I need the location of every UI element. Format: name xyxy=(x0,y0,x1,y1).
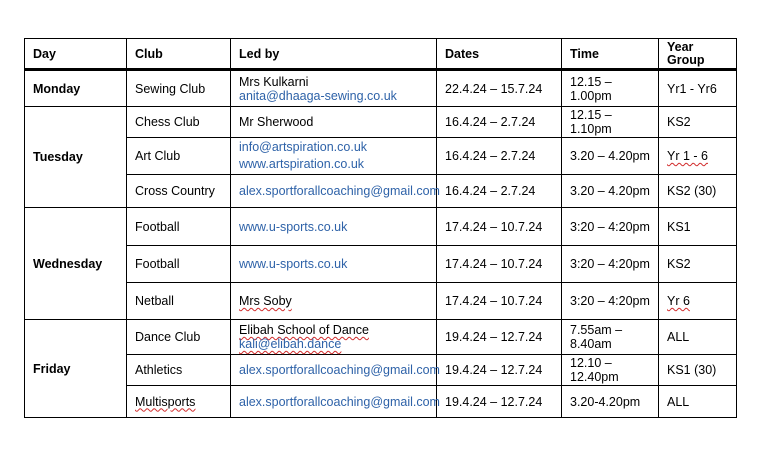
dates-cell: 17.4.24 – 10.7.24 xyxy=(437,246,562,283)
year-group-cell: KS1 xyxy=(659,208,737,246)
led-by-cell xyxy=(231,246,437,283)
led-by-cell xyxy=(231,208,437,246)
email-text: kali@elibah.dance xyxy=(239,337,342,351)
led-by-cell xyxy=(231,386,440,418)
website-link[interactable]: www.u-sports.co.uk xyxy=(239,257,348,271)
header-day: Day xyxy=(25,39,127,70)
table-row xyxy=(25,70,737,107)
email-link[interactable]: anita@dhaaga-sewing.co.uk xyxy=(239,88,397,103)
club-cell: Athletics xyxy=(127,355,231,386)
led-by-cell: Mr Sherwood xyxy=(231,107,437,138)
club-cell: Chess Club xyxy=(127,107,231,138)
header-club: Club xyxy=(127,39,231,70)
club-cell: Netball xyxy=(127,283,231,320)
header-led-by: Led by xyxy=(231,39,437,70)
year-group-cell: KS1 (30) xyxy=(659,355,737,386)
email-link[interactable]: alex.sportforallcoaching@gmail.com xyxy=(239,394,440,409)
led-by-cell xyxy=(231,70,437,107)
dates-cell: 16.4.24 – 2.7.24 xyxy=(437,138,562,175)
year-group-cell xyxy=(659,283,737,320)
clubs-table xyxy=(24,38,737,418)
day-cell-friday: Friday xyxy=(25,320,127,418)
header-dates: Dates xyxy=(437,39,562,70)
leader-name: Mrs Soby xyxy=(239,294,292,308)
day-cell-tuesday: Tuesday xyxy=(25,107,127,208)
time-cell: 3:20 – 4:20pm xyxy=(562,283,659,320)
time-cell: 12.10 – 12.40pm xyxy=(562,355,659,386)
time-cell: 12.15 – 1.00pm xyxy=(562,70,659,107)
year-group-text: Yr 6 xyxy=(667,294,690,308)
club-cell: Art Club xyxy=(127,138,231,175)
table-row xyxy=(25,246,737,283)
table-row xyxy=(25,320,737,355)
table-row xyxy=(25,138,737,175)
time-cell: 12.15 – 1.10pm xyxy=(562,107,659,138)
year-group-cell: ALL xyxy=(659,386,737,418)
email-link[interactable]: alex.sportforallcoaching@gmail.com xyxy=(239,184,440,198)
led-by-cell xyxy=(231,138,437,175)
club-cell: Football xyxy=(127,246,231,283)
leader-name xyxy=(239,323,428,337)
email-link[interactable]: info@artspiration.co.uk xyxy=(239,140,368,154)
dates-cell: 17.4.24 – 10.7.24 xyxy=(437,283,562,320)
email-link[interactable]: alex.sportforallcoaching@gmail.com xyxy=(239,363,440,377)
dates-cell: 22.4.24 – 15.7.24 xyxy=(437,70,562,107)
header-time: Time xyxy=(562,39,659,70)
year-group-cell: ALL xyxy=(659,320,737,355)
table-row xyxy=(25,175,737,208)
website-link[interactable]: www.artspiration.co.uk xyxy=(239,157,365,171)
year-group-cell: KS2 xyxy=(659,246,737,283)
leader-name: Mrs Kulkarni xyxy=(239,74,309,89)
header-row xyxy=(25,39,737,70)
led-by-cell xyxy=(231,355,440,386)
year-group-cell xyxy=(659,138,737,175)
led-by-cell xyxy=(231,175,440,208)
club-cell: Football xyxy=(127,208,231,246)
time-cell: 3:20 – 4:20pm xyxy=(562,246,659,283)
led-by-cell xyxy=(231,320,437,355)
table-row xyxy=(25,355,737,386)
dates-cell: 16.4.24 – 2.7.24 xyxy=(437,175,562,208)
website-link[interactable]: www.u-sports.co.uk xyxy=(239,219,348,234)
led-by-cell xyxy=(231,283,437,320)
club-text: Multisports xyxy=(135,394,196,409)
time-cell: 3:20 – 4:20pm xyxy=(562,208,659,246)
table-row xyxy=(25,386,737,418)
time-cell: 7.55am – 8.40am xyxy=(562,320,659,355)
time-cell: 3.20-4.20pm xyxy=(562,386,659,418)
day-cell-monday: Monday xyxy=(25,70,127,107)
year-group-text: Yr 1 - 6 xyxy=(667,149,708,163)
day-cell-wednesday: Wednesday xyxy=(25,208,127,320)
dates-cell: 19.4.24 – 12.7.24 xyxy=(437,386,562,418)
year-group-cell: KS2 xyxy=(659,107,737,138)
table-row xyxy=(25,107,737,138)
dates-cell: 19.4.24 – 12.7.24 xyxy=(437,355,562,386)
table-row xyxy=(25,283,737,320)
year-group-cell: Yr1 - Yr6 xyxy=(659,70,737,107)
dates-cell: 16.4.24 – 2.7.24 xyxy=(437,107,562,138)
club-cell: Dance Club xyxy=(127,320,231,355)
club-cell: Cross Country xyxy=(127,175,231,208)
time-cell: 3.20 – 4.20pm xyxy=(562,175,659,208)
dates-cell: 17.4.24 – 10.7.24 xyxy=(437,208,562,246)
dates-cell: 19.4.24 – 12.7.24 xyxy=(437,320,562,355)
header-year-group xyxy=(659,39,737,70)
club-cell xyxy=(127,386,231,418)
email-link[interactable] xyxy=(239,337,428,351)
year-group-cell: KS2 (30) xyxy=(659,175,737,208)
table-row xyxy=(25,208,737,246)
header-year-group-label: Year Group xyxy=(667,39,705,67)
time-cell: 3.20 – 4.20pm xyxy=(562,138,659,175)
leader-name-text: Elibah School of Dance xyxy=(239,323,369,337)
club-cell: Sewing Club xyxy=(127,70,231,107)
